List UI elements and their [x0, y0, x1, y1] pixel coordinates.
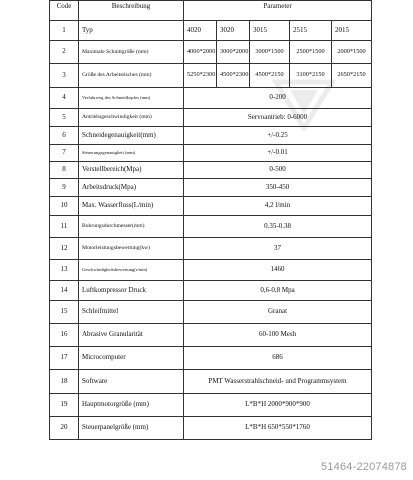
row-number: 6 — [50, 127, 79, 145]
table-row — [50, 21, 372, 41]
row-number: 10 — [50, 197, 79, 216]
row-value: 686 — [184, 347, 372, 370]
row-label: Typ — [79, 21, 184, 41]
table-row — [50, 127, 372, 145]
table-row — [50, 370, 372, 394]
row-value: PMT Wasserstrahlschneid- und Programmsystem — [184, 370, 372, 394]
row-value: 0-200 — [184, 88, 372, 109]
model-value: 3100*2150 — [290, 64, 332, 88]
table-row — [50, 417, 372, 440]
row-number: 13 — [50, 260, 79, 281]
row-label: Steuerungsgenauigkeit (mm) — [79, 145, 184, 162]
model-value: 3020 — [217, 21, 250, 41]
model-value: 2650*2150 — [332, 64, 372, 88]
row-label: Steuerpanelgröße (mm) — [79, 417, 184, 440]
model-value: 4020 — [184, 21, 217, 41]
row-number: 1 — [50, 21, 79, 41]
code-header: Code — [50, 1, 79, 21]
row-number: 16 — [50, 324, 79, 347]
row-label: Software — [79, 370, 184, 394]
row-number: 20 — [50, 417, 79, 440]
specification-table — [49, 0, 372, 440]
table-row — [50, 41, 372, 64]
row-number: 2 — [50, 41, 79, 64]
model-value: 4500*2300 — [217, 64, 250, 88]
table-row — [50, 394, 372, 417]
row-label: Luftkompressor Druck — [79, 281, 184, 301]
table-row — [50, 238, 372, 260]
row-number: 5 — [50, 109, 79, 127]
model-value: 4000*2000 — [184, 41, 217, 64]
table-row — [50, 216, 372, 238]
row-label: Abrasive Granularität — [79, 324, 184, 347]
model-value: 3000*1500 — [250, 41, 290, 64]
model-value: 2015 — [332, 21, 372, 41]
row-number: 12 — [50, 238, 79, 260]
row-number: 3 — [50, 64, 79, 88]
model-value: 3000*2000 — [217, 41, 250, 64]
row-number: 15 — [50, 301, 79, 324]
row-value: L*B*H 2000*900*900 — [184, 394, 372, 417]
row-number: 18 — [50, 370, 79, 394]
table-row — [50, 301, 372, 324]
model-value: 2515 — [290, 21, 332, 41]
row-value: L*B*H 650*550*1760 — [184, 417, 372, 440]
row-value: +/-0.25 — [184, 127, 372, 145]
row-number: 4 — [50, 88, 79, 109]
model-value: 2000*1500 — [332, 41, 372, 64]
row-label: Verstellbereich(Mpa) — [79, 162, 184, 179]
row-number: 17 — [50, 347, 79, 370]
table-row — [50, 162, 372, 179]
row-value: 60-100 Mesh — [184, 324, 372, 347]
row-label: Schneidegenauigkeit(mm) — [79, 127, 184, 145]
row-label: Arbeitsdruck(Mpa) — [79, 179, 184, 197]
parameter-header: Parameter — [184, 1, 372, 21]
watermark-id: 51464-22074878 — [321, 461, 407, 473]
row-value: 0.35-0.38 — [184, 216, 372, 238]
row-label: Geschwindigkeitsbewertung(r/min) — [79, 260, 184, 281]
table-row — [50, 197, 372, 216]
row-label: Bohrungsdurchmesser(mm) — [79, 216, 184, 238]
row-value: Servoantrieb: 0-6000 — [184, 109, 372, 127]
row-label: Max. Wasserfluss(L/min) — [79, 197, 184, 216]
row-value: 37 — [184, 238, 372, 260]
row-value: 1460 — [184, 260, 372, 281]
row-label: Hauptmotorgröße (mm) — [79, 394, 184, 417]
table-row — [50, 260, 372, 281]
model-value: 5250*2300 — [184, 64, 217, 88]
table-row — [50, 109, 372, 127]
row-number: 14 — [50, 281, 79, 301]
table-row — [50, 88, 372, 109]
row-label: Größe des Arbeitstisches (mm) — [79, 64, 184, 88]
row-number: 19 — [50, 394, 79, 417]
row-value: Granat — [184, 301, 372, 324]
row-number: 9 — [50, 179, 79, 197]
table-row — [50, 179, 372, 197]
model-value: 2500*1500 — [290, 41, 332, 64]
row-number: 7 — [50, 145, 79, 162]
row-label: Microcomputer — [79, 347, 184, 370]
row-value: +/-0.01 — [184, 145, 372, 162]
table-row — [50, 281, 372, 301]
row-label: Schleifmittel — [79, 301, 184, 324]
table-row — [50, 145, 372, 162]
row-number: 11 — [50, 216, 79, 238]
model-value: 3015 — [250, 21, 290, 41]
table-row — [50, 347, 372, 370]
row-value: 0,6-0,8 Mpa — [184, 281, 372, 301]
description-header: Beschreibung — [79, 1, 184, 21]
header-row — [50, 1, 372, 21]
model-value: 4500*2150 — [250, 64, 290, 88]
row-value: 4,2 l/min — [184, 197, 372, 216]
table-row — [50, 324, 372, 347]
row-label: Motorleistungsbewertung(kw) — [79, 238, 184, 260]
row-number: 8 — [50, 162, 79, 179]
row-label: Maximale Schnittgröße (mm) — [79, 41, 184, 64]
row-label: Verfahrweg des Schneidkopfes (mm) — [79, 88, 184, 109]
row-value: 0-500 — [184, 162, 372, 179]
row-label: Antriebsgeschwindigkeit (mm) — [79, 109, 184, 127]
row-value: 350-450 — [184, 179, 372, 197]
table-row — [50, 64, 372, 88]
